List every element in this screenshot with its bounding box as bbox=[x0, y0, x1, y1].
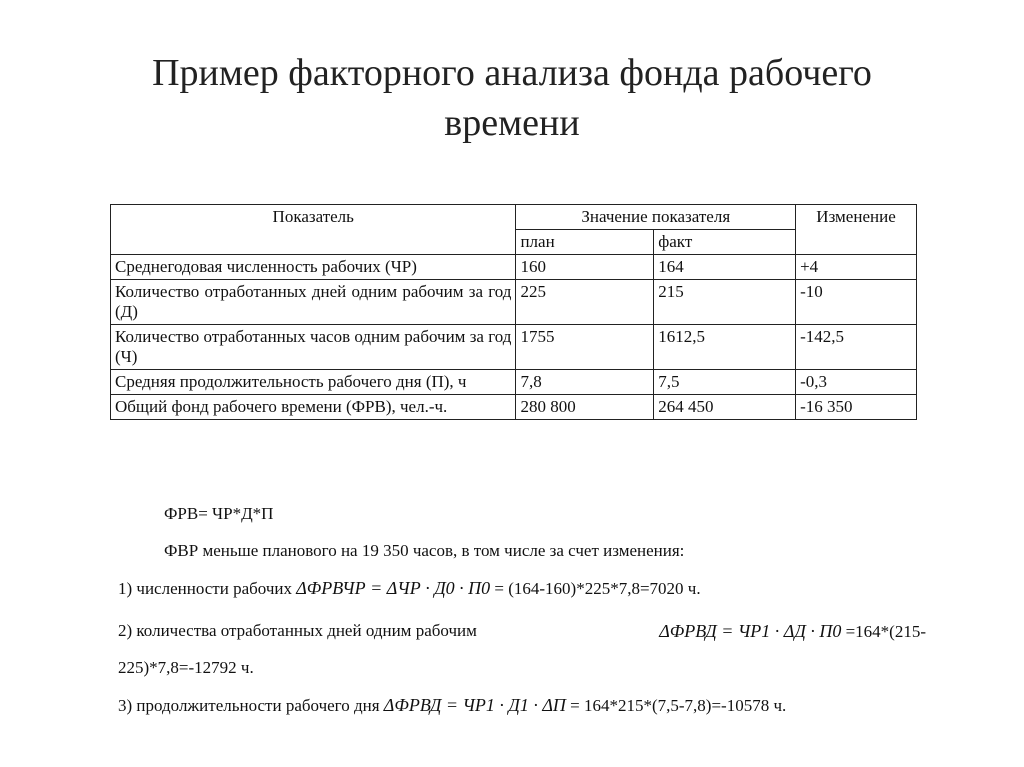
row-indicator: Средняя продолжительность рабочего дня (П), ч bbox=[111, 370, 516, 395]
row-indicator: Количество отработанных дней одним рабочим за год (Д) bbox=[111, 280, 516, 325]
row-plan: 1755 bbox=[516, 325, 654, 370]
factor-3-result: = 164*215*(7,5-7,8)=-10578 ч. bbox=[570, 696, 787, 715]
row-change: +4 bbox=[796, 255, 917, 280]
row-change: -10 bbox=[796, 280, 917, 325]
factor-1-formula: ΔФРВЧР = ΔЧР · Д0 · П0 bbox=[296, 578, 491, 598]
factor-1-result: = (164-160)*225*7,8=7020 ч. bbox=[494, 579, 701, 598]
row-plan: 7,8 bbox=[516, 370, 654, 395]
row-fact: 215 bbox=[654, 280, 796, 325]
factor-2-result: =164*(215- bbox=[845, 622, 926, 641]
factor-2 bbox=[118, 620, 926, 643]
row-change: -0,3 bbox=[796, 370, 917, 395]
factor-3 bbox=[118, 694, 786, 717]
factor-3-formula: ΔФРВД = ЧР1 · Д1 · ΔП bbox=[383, 695, 566, 715]
row-fact: 264 450 bbox=[654, 395, 796, 420]
factor-1-label: 1) численности рабочих bbox=[118, 579, 292, 598]
row-indicator: Среднегодовая численность рабочих (ЧР) bbox=[111, 255, 516, 280]
factor-2-label: 2) количества отработанных дней одним рабочим bbox=[118, 621, 477, 640]
header-plan: план bbox=[516, 230, 654, 255]
row-change: -142,5 bbox=[796, 325, 917, 370]
row-fact: 7,5 bbox=[654, 370, 796, 395]
row-plan: 225 bbox=[516, 280, 654, 325]
summary-line: ФВР меньше планового на 19 350 часов, в том числе за счет изменения: bbox=[164, 541, 685, 560]
title-line-1: Пример факторного анализа фонда рабочего bbox=[152, 52, 872, 94]
row-plan: 280 800 bbox=[516, 395, 654, 420]
header-change: Изменение bbox=[796, 205, 917, 255]
row-indicator: Количество отработанных часов одним рабочим за год (Ч) bbox=[111, 325, 516, 370]
row-fact: 1612,5 bbox=[654, 325, 796, 370]
header-indicator: Показатель bbox=[111, 205, 516, 255]
row-plan: 160 bbox=[516, 255, 654, 280]
row-fact: 164 bbox=[654, 255, 796, 280]
row-indicator: Общий фонд рабочего времени (ФРВ), чел.-ч. bbox=[111, 395, 516, 420]
factor-1 bbox=[118, 577, 701, 600]
header-value: Значение показателя bbox=[516, 205, 796, 230]
factor-2-formula: ΔФРВД = ЧР1 · ΔД · П0 bbox=[659, 621, 842, 641]
header-fact: факт bbox=[654, 230, 796, 255]
row-change: -16 350 bbox=[796, 395, 917, 420]
factor-3-label: 3) продолжительности рабочего дня bbox=[118, 696, 380, 715]
formula-main: ФРВ= ЧР*Д*П bbox=[164, 504, 274, 523]
title-line-2: времени bbox=[444, 102, 580, 144]
factor-2-continuation: 225)*7,8=-12792 ч. bbox=[118, 658, 254, 677]
